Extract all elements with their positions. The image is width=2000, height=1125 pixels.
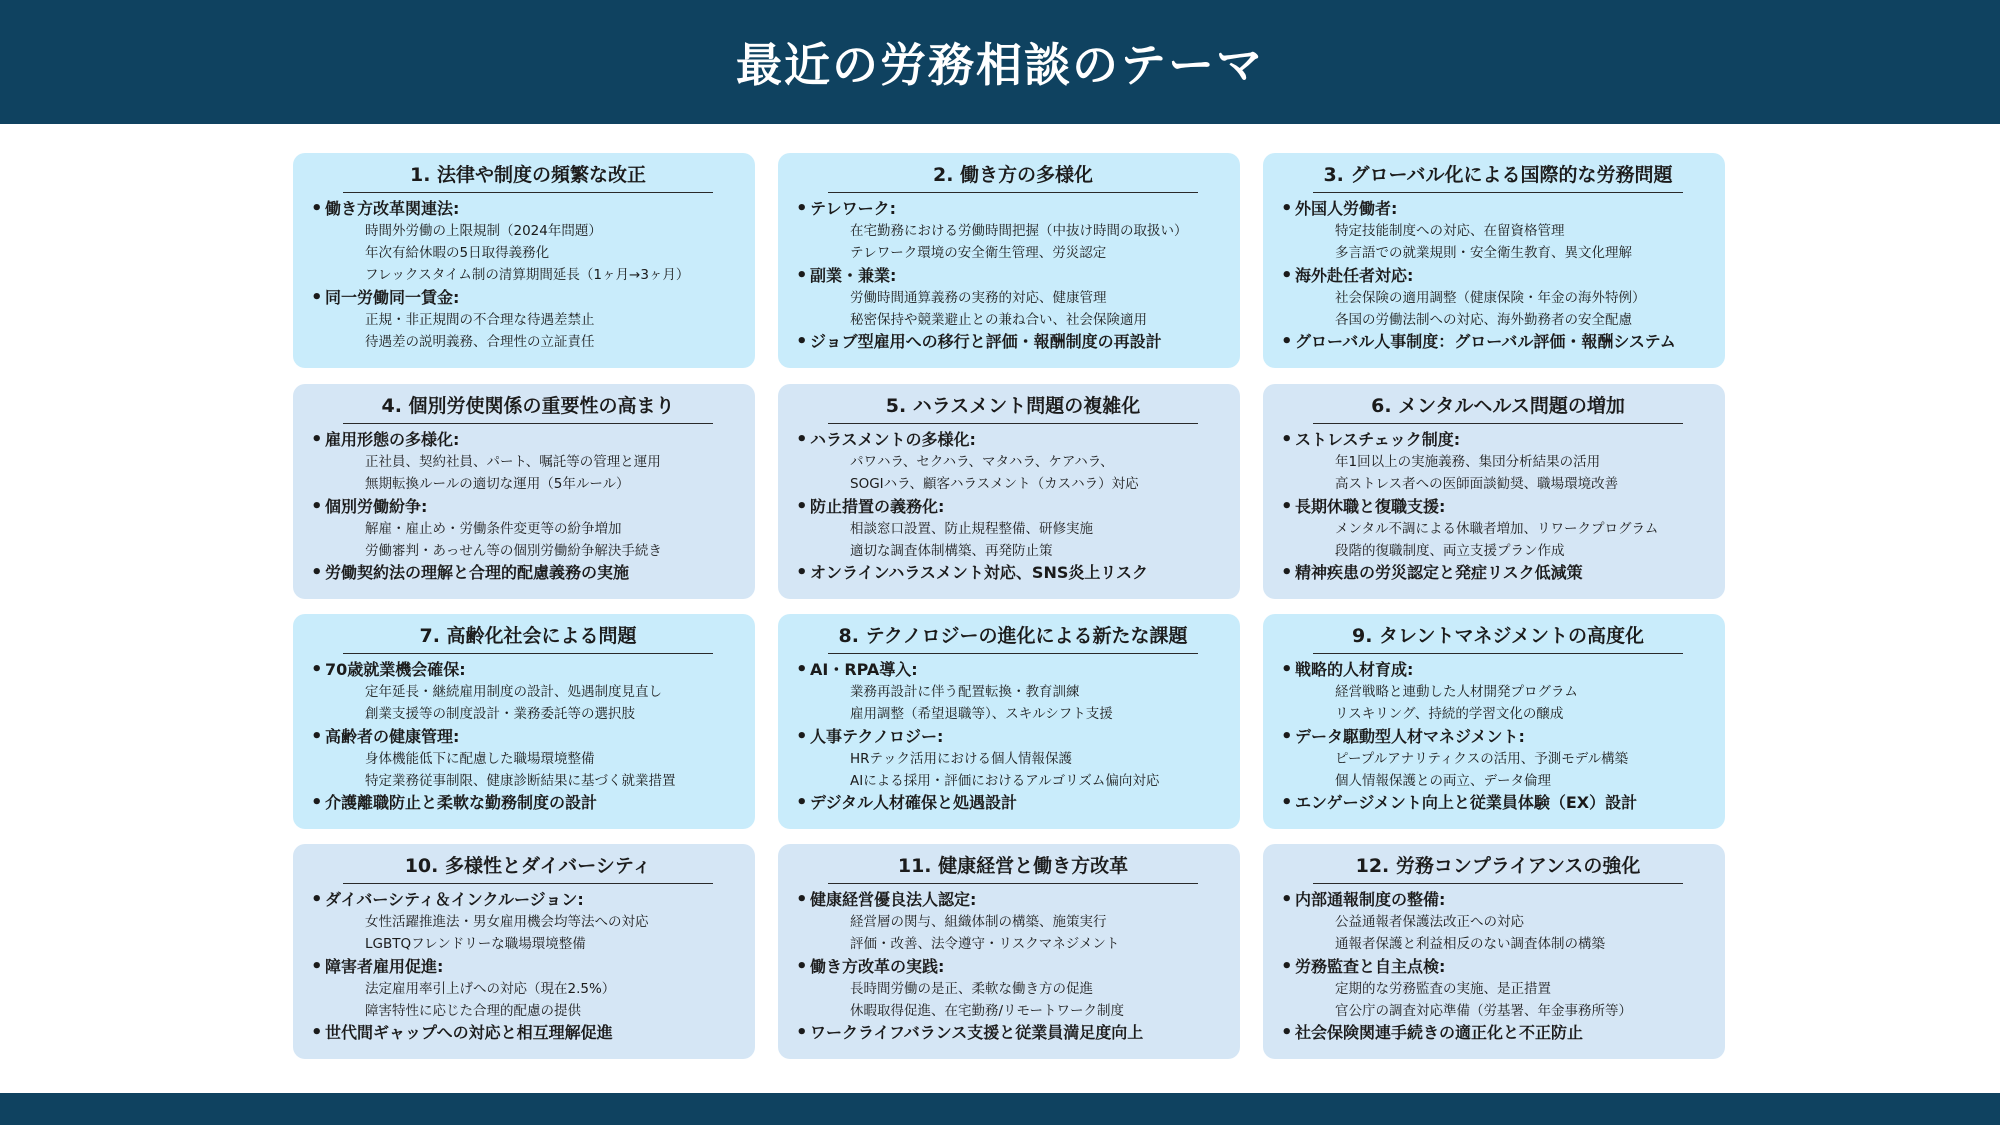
section-heading: • 健康経営優良法人認定: bbox=[796, 888, 1230, 911]
card-section bbox=[311, 428, 745, 495]
section-item: 適切な調査体制構築、再発防止策 bbox=[850, 543, 1053, 559]
section-item: 定期的な労務監査の実施、是正措置 bbox=[1335, 981, 1551, 997]
section-heading: • テレワーク: bbox=[796, 197, 1230, 220]
section-item: SOGIハラ、顧客ハラスメント（カスハラ）対応 bbox=[850, 476, 1139, 492]
card-summary-point: • 社会保険関連手続きの適正化と不正防止 bbox=[1281, 1022, 1715, 1044]
section-item: 通報者保護と利益相反のない調査体制の構築 bbox=[1335, 936, 1605, 952]
section-heading: • 働き方改革関連法: bbox=[311, 197, 745, 220]
section-heading: • 雇用形態の多様化: bbox=[311, 428, 745, 451]
section-item: 経営層の関与、組織体制の構築、施策実行 bbox=[850, 914, 1107, 930]
card-section bbox=[796, 955, 1230, 1022]
topic-card bbox=[293, 614, 755, 829]
section-item: 創業支援等の制度設計・業務委託等の選択肢 bbox=[365, 706, 635, 722]
card-summary-point: • 介護離職防止と柔軟な勤務制度の設計 bbox=[311, 792, 745, 814]
section-item: 公益通報者保護法改正への対応 bbox=[1335, 914, 1524, 930]
card-section bbox=[311, 658, 745, 725]
section-item: 身体機能低下に配慮した職場環境整備 bbox=[365, 751, 595, 767]
section-heading: • 70歳就業機会確保: bbox=[311, 658, 745, 681]
card-title: 11. 健康経営と働き方改革 bbox=[828, 850, 1198, 884]
section-heading: • 労務監査と自主点検: bbox=[1281, 955, 1715, 978]
section-item: 官公庁の調査対応準備（労基署、年金事務所等） bbox=[1335, 1003, 1632, 1019]
section-item: 雇用調整（希望退職等）、スキルシフト支援 bbox=[850, 706, 1113, 722]
card-section bbox=[1281, 725, 1715, 792]
section-item: フレックスタイム制の清算期間延長（1ヶ月→3ヶ月） bbox=[365, 267, 690, 283]
section-item: 正規・非正規間の不合理な待遇差禁止 bbox=[365, 312, 595, 328]
section-heading: • 内部通報制度の整備: bbox=[1281, 888, 1715, 911]
card-section bbox=[1281, 955, 1715, 1022]
card-summary-point: • オンラインハラスメント対応、SNS炎上リスク bbox=[796, 562, 1230, 584]
card-section bbox=[311, 197, 745, 286]
section-heading: • 外国人労働者: bbox=[1281, 197, 1715, 220]
section-item: パワハラ、セクハラ、マタハラ、ケアハラ、 bbox=[850, 454, 1114, 470]
topic-card bbox=[293, 384, 755, 599]
card-title: 3. グローバル化による国際的な労務問題 bbox=[1313, 159, 1683, 193]
section-item: 多言語での就業規則・安全衛生教育、異文化理解 bbox=[1335, 245, 1632, 261]
card-section bbox=[796, 264, 1230, 331]
card-title: 2. 働き方の多様化 bbox=[828, 159, 1198, 193]
section-item: 各国の労働法制への対応、海外勤務者の安全配慮 bbox=[1335, 312, 1632, 328]
card-title: 5. ハラスメント問題の複雑化 bbox=[828, 390, 1198, 424]
card-summary-point: • デジタル人材確保と処遇設計 bbox=[796, 792, 1230, 814]
section-heading: • ダイバーシティ＆インクルージョン: bbox=[311, 888, 745, 911]
topic-card bbox=[778, 844, 1240, 1059]
section-item: AIによる採用・評価におけるアルゴリズム偏向対応 bbox=[850, 773, 1160, 789]
topic-card bbox=[778, 384, 1240, 599]
section-item: 社会保険の適用調整（健康保険・年金の海外特例） bbox=[1335, 290, 1646, 306]
card-title: 4. 個別労使関係の重要性の高まり bbox=[343, 390, 713, 424]
card-summary-point: • グローバル人事制度：グローバル評価・報酬システム bbox=[1281, 331, 1715, 353]
section-heading: • 副業・兼業: bbox=[796, 264, 1230, 287]
card-summary-point: • 労働契約法の理解と合理的配慮義務の実施 bbox=[311, 562, 745, 584]
topic-card bbox=[293, 844, 755, 1059]
section-item: 経営戦略と連動した人材開発プログラム bbox=[1335, 684, 1578, 700]
card-section bbox=[796, 428, 1230, 495]
card-section bbox=[311, 955, 745, 1022]
section-item: 時間外労働の上限規制（2024年問題） bbox=[365, 223, 602, 239]
topic-card bbox=[293, 153, 755, 368]
section-item: 法定雇用率引上げへの対応（現在2.5%） bbox=[365, 981, 616, 997]
card-section bbox=[311, 495, 745, 562]
topic-card bbox=[1263, 384, 1725, 599]
section-heading: • 防止措置の義務化: bbox=[796, 495, 1230, 518]
section-heading: • ストレスチェック制度: bbox=[1281, 428, 1715, 451]
card-summary-point: • ジョブ型雇用への移行と評価・報酬制度の再設計 bbox=[796, 331, 1230, 353]
section-item: 年次有給休暇の5日取得義務化 bbox=[365, 245, 550, 261]
section-item: 特定業務従事制限、健康診断結果に基づく就業措置 bbox=[365, 773, 676, 789]
card-section bbox=[1281, 888, 1715, 955]
section-item: 障害特性に応じた合理的配慮の提供 bbox=[365, 1003, 581, 1019]
card-section bbox=[311, 725, 745, 792]
card-summary-point: • 精神疾患の労災認定と発症リスク低減策 bbox=[1281, 562, 1715, 584]
section-heading: • 同一労働同一賃金: bbox=[311, 286, 745, 309]
section-item: 待遇差の説明義務、合理性の立証責任 bbox=[365, 334, 595, 350]
topic-card bbox=[1263, 844, 1725, 1059]
card-title: 9. タレントマネジメントの高度化 bbox=[1313, 620, 1683, 654]
section-heading: • 戦略的人材育成: bbox=[1281, 658, 1715, 681]
card-title: 1. 法律や制度の頻繁な改正 bbox=[343, 159, 713, 193]
section-heading: • 働き方改革の実践: bbox=[796, 955, 1230, 978]
section-item: テレワーク環境の安全衛生管理、労災認定 bbox=[850, 245, 1107, 261]
section-item: 労働審判・あっせん等の個別労働紛争解決手続き bbox=[365, 543, 662, 559]
card-title: 8. テクノロジーの進化による新たな課題 bbox=[828, 620, 1198, 654]
card-section bbox=[1281, 264, 1715, 331]
card-summary-point: • ワークライフバランス支援と従業員満足度向上 bbox=[796, 1022, 1230, 1044]
section-item: ピープルアナリティクスの活用、予測モデル構築 bbox=[1335, 751, 1629, 767]
section-heading: • ハラスメントの多様化: bbox=[796, 428, 1230, 451]
section-item: LGBTQフレンドリーな職場環境整備 bbox=[365, 936, 586, 952]
section-heading: • 長期休職と復職支援: bbox=[1281, 495, 1715, 518]
card-section bbox=[796, 888, 1230, 955]
section-item: HRテック活用における個人情報保護 bbox=[850, 751, 1073, 767]
topic-card bbox=[778, 614, 1240, 829]
section-heading: • 人事テクノロジー: bbox=[796, 725, 1230, 748]
topic-card bbox=[1263, 614, 1725, 829]
topic-card bbox=[1263, 153, 1725, 368]
section-item: メンタル不調による休職者増加、リワークプログラム bbox=[1335, 521, 1659, 537]
card-section bbox=[1281, 495, 1715, 562]
section-item: 高ストレス者への医師面談勧奨、職場環境改善 bbox=[1335, 476, 1619, 492]
section-item: リスキリング、持続的学習文化の醸成 bbox=[1335, 706, 1564, 722]
section-heading: • データ駆動型人材マネジメント: bbox=[1281, 725, 1715, 748]
page-title: 最近の労務相談のテーマ bbox=[736, 38, 1264, 92]
card-section bbox=[311, 286, 745, 353]
card-section bbox=[1281, 658, 1715, 725]
card-title: 6. メンタルヘルス問題の増加 bbox=[1313, 390, 1683, 424]
section-heading: • 海外赴任者対応: bbox=[1281, 264, 1715, 287]
section-item: 業務再設計に伴う配置転換・教育訓練 bbox=[850, 684, 1080, 700]
section-item: 在宅勤務における労働時間把握（中抜け時間の取扱い） bbox=[850, 223, 1188, 239]
card-title: 10. 多様性とダイバーシティ bbox=[343, 850, 713, 884]
section-heading: • AI・RPA導入: bbox=[796, 658, 1230, 681]
topic-card bbox=[778, 153, 1240, 368]
card-title: 7. 高齢化社会による問題 bbox=[343, 620, 713, 654]
section-item: 労働時間通算義務の実務的対応、健康管理 bbox=[850, 290, 1107, 306]
card-section bbox=[311, 888, 745, 955]
section-item: 無期転換ルールの適切な運用（5年ルール） bbox=[365, 476, 630, 492]
section-item: 個人情報保護との両立、データ倫理 bbox=[1335, 773, 1551, 789]
section-item: 長時間労働の是正、柔軟な働き方の促進 bbox=[850, 981, 1093, 997]
section-item: 評価・改善、法令遵守・リスクマネジメント bbox=[850, 936, 1120, 952]
section-item: 女性活躍推進法・男女雇用機会均等法への対応 bbox=[365, 914, 649, 930]
card-section bbox=[1281, 197, 1715, 264]
section-item: 解雇・雇止め・労働条件変更等の紛争増加 bbox=[365, 521, 622, 537]
section-heading: • 高齢者の健康管理: bbox=[311, 725, 745, 748]
section-item: 相談窓口設置、防止規程整備、研修実施 bbox=[850, 521, 1093, 537]
section-item: 秘密保持や競業避止との兼ね合い、社会保険適用 bbox=[850, 312, 1147, 328]
card-summary-point: • エンゲージメント向上と従業員体験（EX）設計 bbox=[1281, 792, 1715, 814]
card-section bbox=[796, 658, 1230, 725]
section-item: 定年延長・継続雇用制度の設計、処遇制度見直し bbox=[365, 684, 662, 700]
section-item: 正社員、契約社員、パート、嘱託等の管理と運用 bbox=[365, 454, 661, 470]
section-heading: • 個別労働紛争: bbox=[311, 495, 745, 518]
section-item: 年1回以上の実施義務、集団分析結果の活用 bbox=[1335, 454, 1601, 470]
section-item: 段階的復職制度、両立支援プラン作成 bbox=[1335, 543, 1565, 559]
card-title: 12. 労務コンプライアンスの強化 bbox=[1313, 850, 1683, 884]
card-section bbox=[1281, 428, 1715, 495]
footer-bar bbox=[0, 1093, 2000, 1125]
section-heading: • 障害者雇用促進: bbox=[311, 955, 745, 978]
section-item: 特定技能制度への対応、在留資格管理 bbox=[1335, 223, 1565, 239]
card-section bbox=[796, 495, 1230, 562]
card-section bbox=[796, 197, 1230, 264]
card-summary-point: • 世代間ギャップへの対応と相互理解促進 bbox=[311, 1022, 745, 1044]
card-section bbox=[796, 725, 1230, 792]
section-item: 休暇取得促進、在宅勤務/リモートワーク制度 bbox=[850, 1003, 1125, 1019]
